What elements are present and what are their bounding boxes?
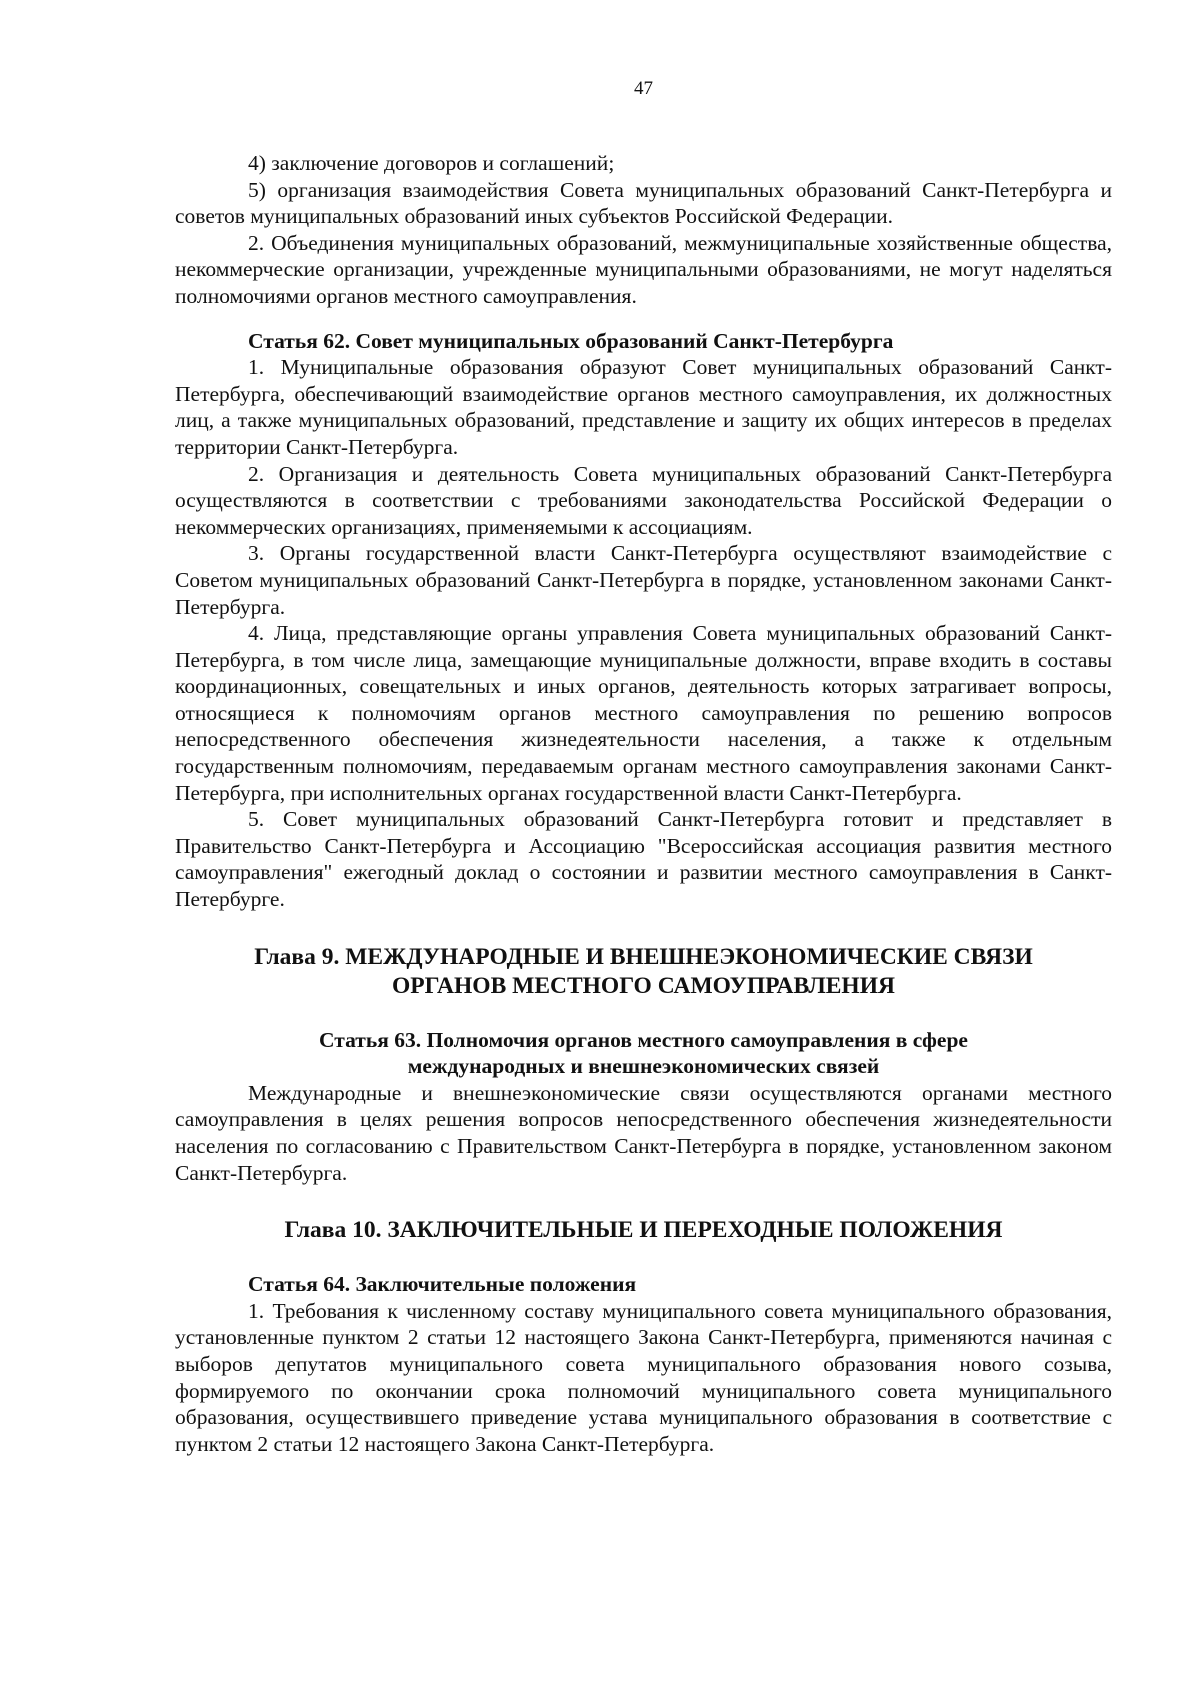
article-63-text: Международные и внешнеэкономические связи осуществляются органами местного самоуправления в целях решения вопросов непосредственного обеспечения жизнедеятельности населения по согласованию с Правительством Санкт-Петербурга в порядке, установленном законом Санкт-Петербурга. — [175, 1080, 1112, 1185]
article-63-title-line-1: Статья 63. Полномочия органов местного самоуправления в сфере — [319, 1027, 968, 1052]
chapter-9-title-line-1: Глава 9. МЕЖДУНАРОДНЫЕ И ВНЕШНЕЭКОНОМИЧЕСКИЕ СВЯЗИ — [254, 943, 1033, 970]
spacer — [175, 1245, 1112, 1271]
article-63-title-line-2: международных и внешнеэкономических связей — [407, 1054, 880, 1079]
article-62-clause-3: 3. Органы государственной власти Санкт-Петербурга осуществляют взаимодействие с Советом муниципальных образований Санкт-Петербурга в порядке, установленном законами Санкт-Петербурга. — [175, 541, 1112, 619]
article-62-clause-1: 1. Муниципальные образования образуют Совет муниципальных образований Санкт-Петербурга, обеспечивающий взаимодействие органов местного самоуправления, их должностных лиц, а также муниципальных образований, представление и защиту их общих интересов в пределах территории Санкт-Петербурга. — [175, 355, 1112, 459]
page-number: 47 — [634, 78, 653, 99]
article-64-title: Статья 64. Заключительные положения — [248, 1272, 637, 1297]
chapter-10-title: Глава 10. ЗАКЛЮЧИТЕЛЬНЫЕ И ПЕРЕХОДНЫЕ ПОЛОЖЕНИЯ — [284, 1217, 1003, 1244]
paragraph-item-5: 5) организация взаимодействия Совета муниципальных образований Санкт-Петербурга и советов муниципальных образований иных субъектов Российской Федерации. — [175, 177, 1112, 229]
spacer — [175, 310, 1112, 328]
article-62-clause-2: 2. Организация и деятельность Совета муниципальных образований Санкт-Петербурга осуществляются в соответствии с требованиями законодательства Российской Федерации о некоммерческих организациях, применяемыми к ассоциациям. — [175, 461, 1112, 539]
chapter-9-title — [175, 943, 1112, 1001]
article-64-clause-1: 1. Требования к численному составу муниципального совета муниципального образования, установленные пунктом 2 статьи 12 настоящего Закона Санкт-Петербурга, применяются начиная с выборов депутатов муниципального совета муниципального образования нового созыва, формируемого по окончании срока полномочий муниципального совета муниципального образования, осуществившего приведение устава муниципального образования в соответствие с пунктом 2 статьи 12 настоящего Закона Санкт-Петербурга. — [175, 1298, 1112, 1456]
spacer — [175, 913, 1112, 943]
article-62-title: Статья 62. Совет муниципальных образований Санкт-Петербурга — [248, 328, 894, 353]
spacer — [175, 1001, 1112, 1027]
article-63-title — [175, 1027, 1112, 1080]
article-62-clause-5: 5. Совет муниципальных образований Санкт-Петербурга готовит и представляет в Правительство Санкт-Петербурга и Ассоциацию "Всероссийская ассоциация развития местного самоуправления" ежегодный доклад о состоянии и развитии местного самоуправления в Санкт-Петербурге. — [175, 807, 1112, 912]
document-body — [175, 150, 1112, 1457]
chapter-9-title-line-2: ОРГАНОВ МЕСТНОГО САМОУПРАВЛЕНИЯ — [392, 972, 895, 999]
article-62-clause-4: 4. Лица, представляющие органы управления Совета муниципальных образований Санкт-Петербурга, в том числе лица, замещающие муниципальные должности, вправе входить в составы координационных, совещательных и иных органов, деятельность которых затрагивает вопросы, относящиеся к полномочиям органов местного самоуправления по решению вопросов непосредственного обеспечения жизнедеятельности населения, а также к отдельным государственным полномочиям, передаваемым органам местного самоуправления законами Санкт-Петербурга, при исполнительных органах государственной власти Санкт-Петербурга. — [175, 621, 1112, 805]
paragraph-item-4: 4) заключение договоров и соглашений; — [248, 151, 615, 175]
paragraph-clause-2: 2. Объединения муниципальных образований, межмуниципальные хозяйственные общества, некоммерческие организации, учрежденные муниципальными образованиями, не могут наделяться полномочиями органов местного самоуправления. — [175, 230, 1112, 308]
spacer — [175, 1186, 1112, 1216]
